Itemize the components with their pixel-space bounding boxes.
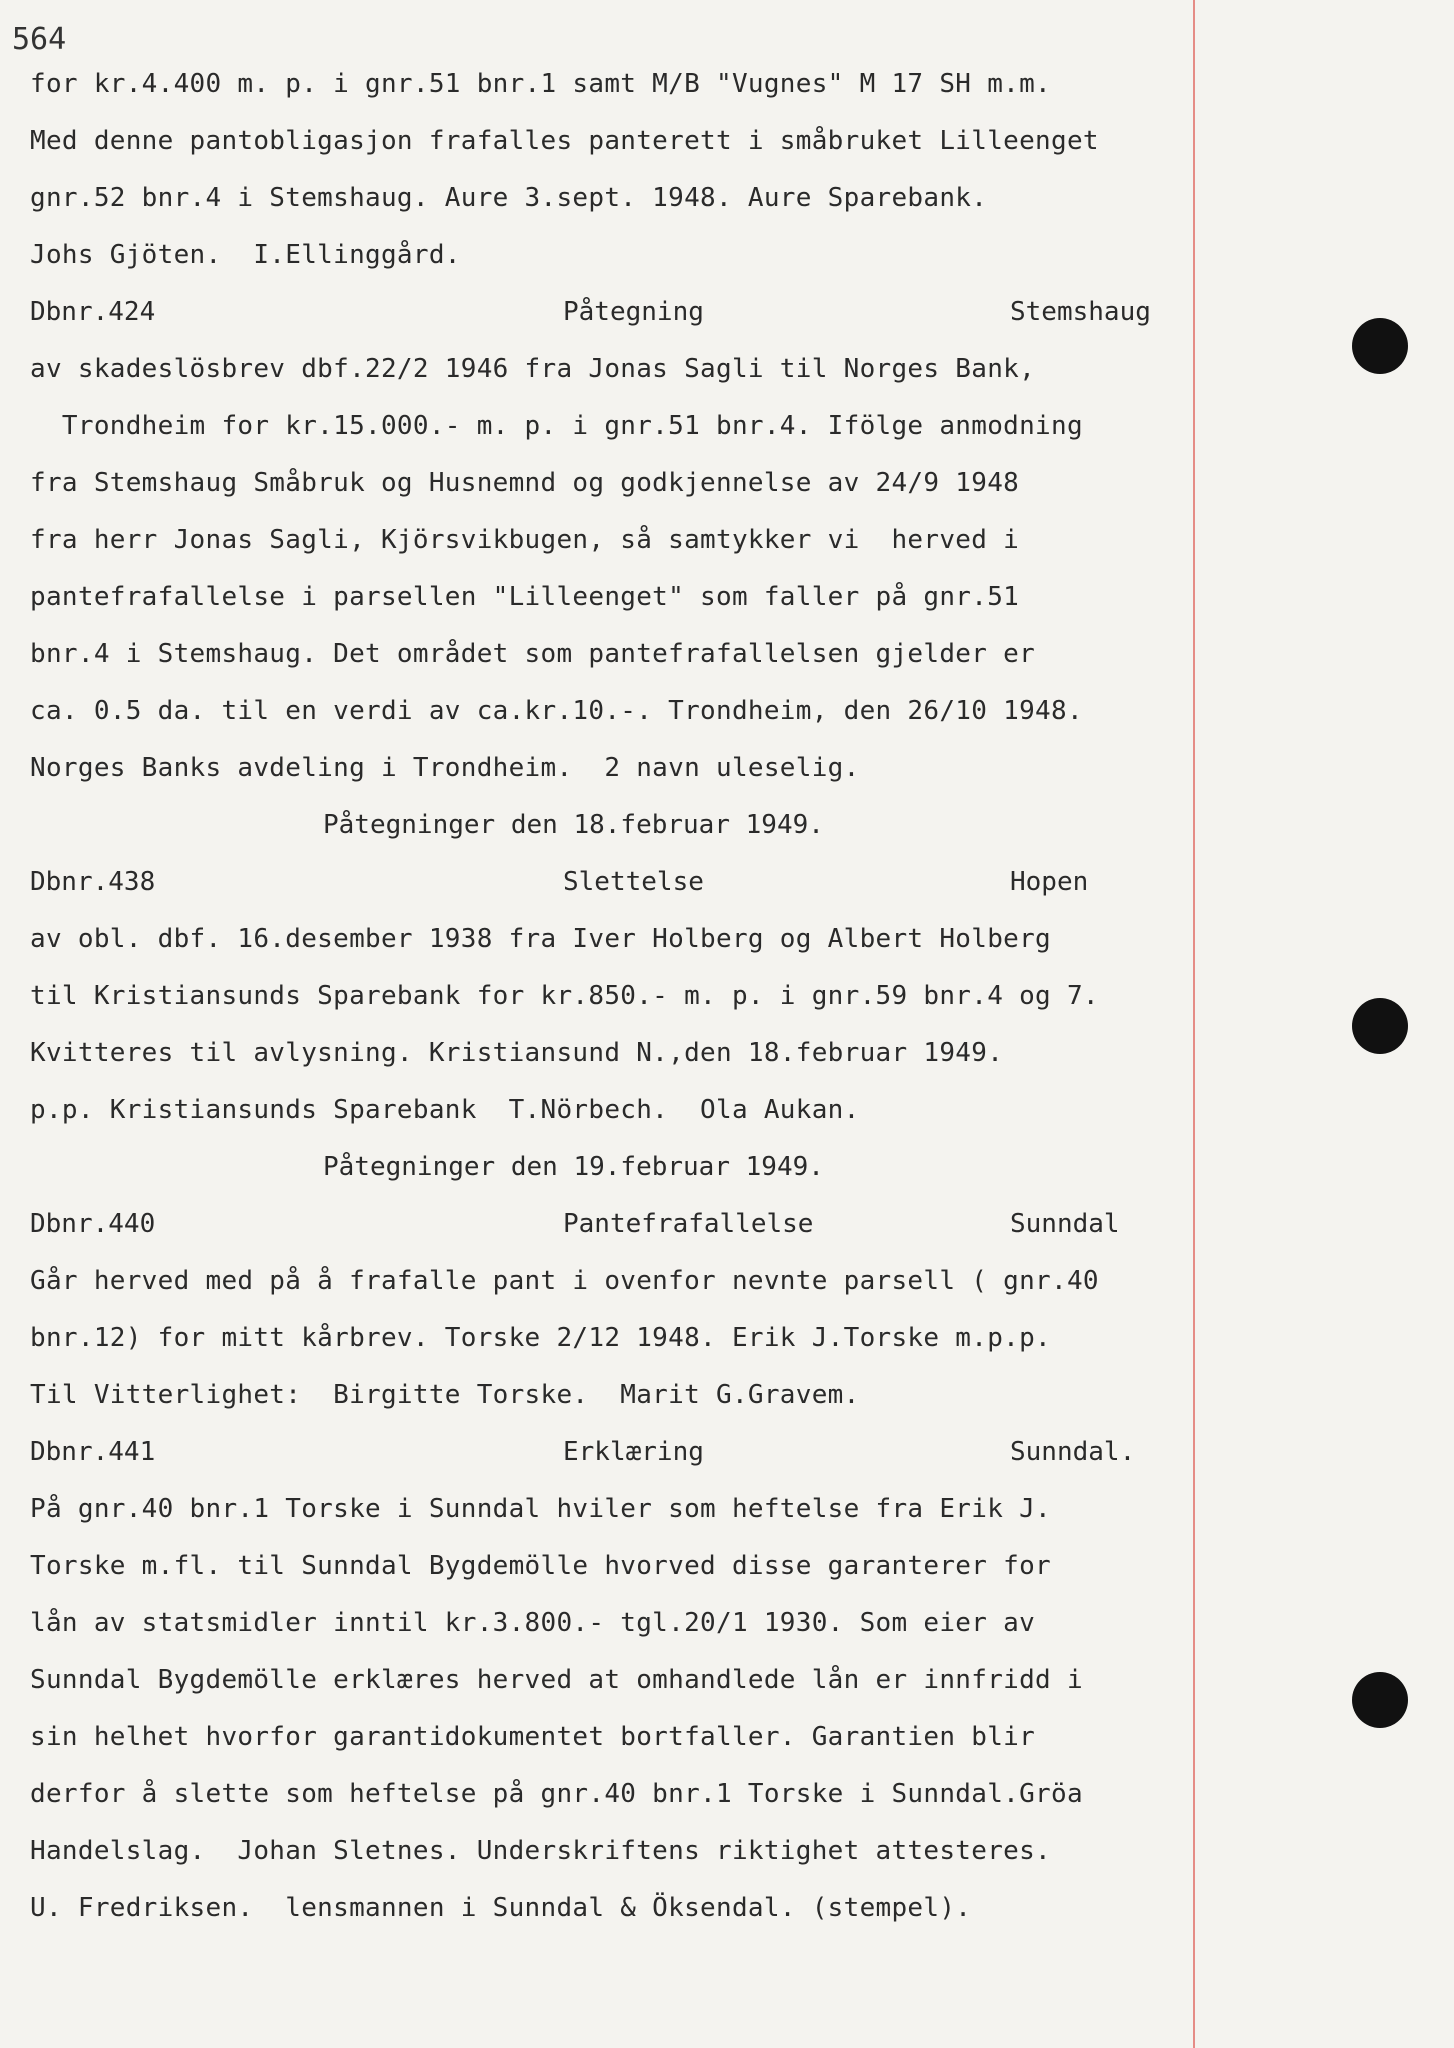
entry-line: Kvitteres til avlysning. Kristiansund N.,den 18.februar 1949. [30,1038,1004,1068]
text-line: Med denne pantobligasjon frafalles panterett i småbruket Lilleenget [30,126,1099,156]
entry-type: Pantefrafallelse [563,1209,814,1239]
date-heading: Påtegninger den 18.februar 1949. [323,810,824,840]
entry-line: Norges Banks avdeling i Trondheim. 2 navn uleselig. [30,753,860,783]
entry-line: av skadeslösbrev dbf.22/2 1946 fra Jonas Sagli til Norges Bank, [30,354,1036,384]
entry-line: På gnr.40 bnr.1 Torske i Sunndal hviler som heftelse fra Erik J. [30,1494,1052,1524]
entry-line: pantefrafallelse i parsellen "Lilleenget" som faller på gnr.51 [30,582,1020,612]
entry-place: Hopen [1010,867,1089,897]
entry-line: Torske m.fl. til Sunndal Bygdemölle hvorved disse garanterer for [30,1551,1052,1581]
entry-type: Slettelse [563,867,704,897]
entry-line: U. Fredriksen. lensmannen i Sunndal & Öksendal. (stempel). [30,1893,972,1923]
entry-type: Påtegning [563,297,704,327]
date-heading: Påtegninger den 19.februar 1949. [323,1152,824,1182]
entry-dbnr: Dbnr.438 [30,867,156,897]
entry-line: fra Stemshaug Småbruk og Husnemnd og godkjennelse av 24/9 1948 [30,468,1020,498]
binder-hole [1352,318,1408,374]
entry-line: Sunndal Bygdemölle erklæres herved at omhandlede lån er innfridd i [30,1665,1083,1695]
binder-hole [1352,1672,1408,1728]
entry-dbnr: Dbnr.441 [30,1437,156,1467]
entry-dbnr: Dbnr.424 [30,297,156,327]
page-number: 564 [12,22,67,57]
text-line: gnr.52 bnr.4 i Stemshaug. Aure 3.sept. 1948. Aure Sparebank. [30,183,988,213]
entry-dbnr: Dbnr.440 [30,1209,156,1239]
binder-hole [1352,998,1408,1054]
margin-line [1193,0,1195,2048]
entry-line: derfor å slette som heftelse på gnr.40 bnr.1 Torske i Sunndal.Gröa [30,1779,1083,1809]
text-line: Johs Gjöten. I.Ellinggård. [30,240,461,270]
entry-line: til Kristiansunds Sparebank for kr.850.- m. p. i gnr.59 bnr.4 og 7. [30,981,1099,1011]
entry-line: Går herved med på å frafalle pant i ovenfor nevnte parsell ( gnr.40 [30,1266,1099,1296]
entry-line: lån av statsmidler inntil kr.3.800.- tgl.20/1 1930. Som eier av [30,1608,1036,1638]
entry-line: sin helhet hvorfor garantidokumentet bortfaller. Garantien blir [30,1722,1036,1752]
entry-line: ca. 0.5 da. til en verdi av ca.kr.10.-. Trondheim, den 26/10 1948. [30,696,1083,726]
entry-place: Stemshaug [1010,297,1151,327]
entry-place: Sunndal [1010,1209,1120,1239]
entry-line: Handelslag. Johan Sletnes. Underskriftens riktighet attesteres. [30,1836,1052,1866]
entry-type: Erklæring [563,1437,704,1467]
entry-line: p.p. Kristiansunds Sparebank T.Nörbech. Ola Aukan. [30,1095,860,1125]
entry-place: Sunndal. [1010,1437,1136,1467]
entry-line: fra herr Jonas Sagli, Kjörsvikbugen, så samtykker vi herved i [30,525,1020,555]
entry-line: Trondheim for kr.15.000.- m. p. i gnr.51 bnr.4. Ifölge anmodning [30,411,1083,441]
entry-line: Til Vitterlighet: Birgitte Torske. Marit G.Gravem. [30,1380,860,1410]
entry-line: av obl. dbf. 16.desember 1938 fra Iver Holberg og Albert Holberg [30,924,1052,954]
text-line: for kr.4.400 m. p. i gnr.51 bnr.1 samt M/B "Vugnes" M 17 SH m.m. [30,69,1052,99]
entry-line: bnr.4 i Stemshaug. Det området som pantefrafallelsen gjelder er [30,639,1036,669]
entry-line: bnr.12) for mitt kårbrev. Torske 2/12 1948. Erik J.Torske m.p.p. [30,1323,1052,1353]
